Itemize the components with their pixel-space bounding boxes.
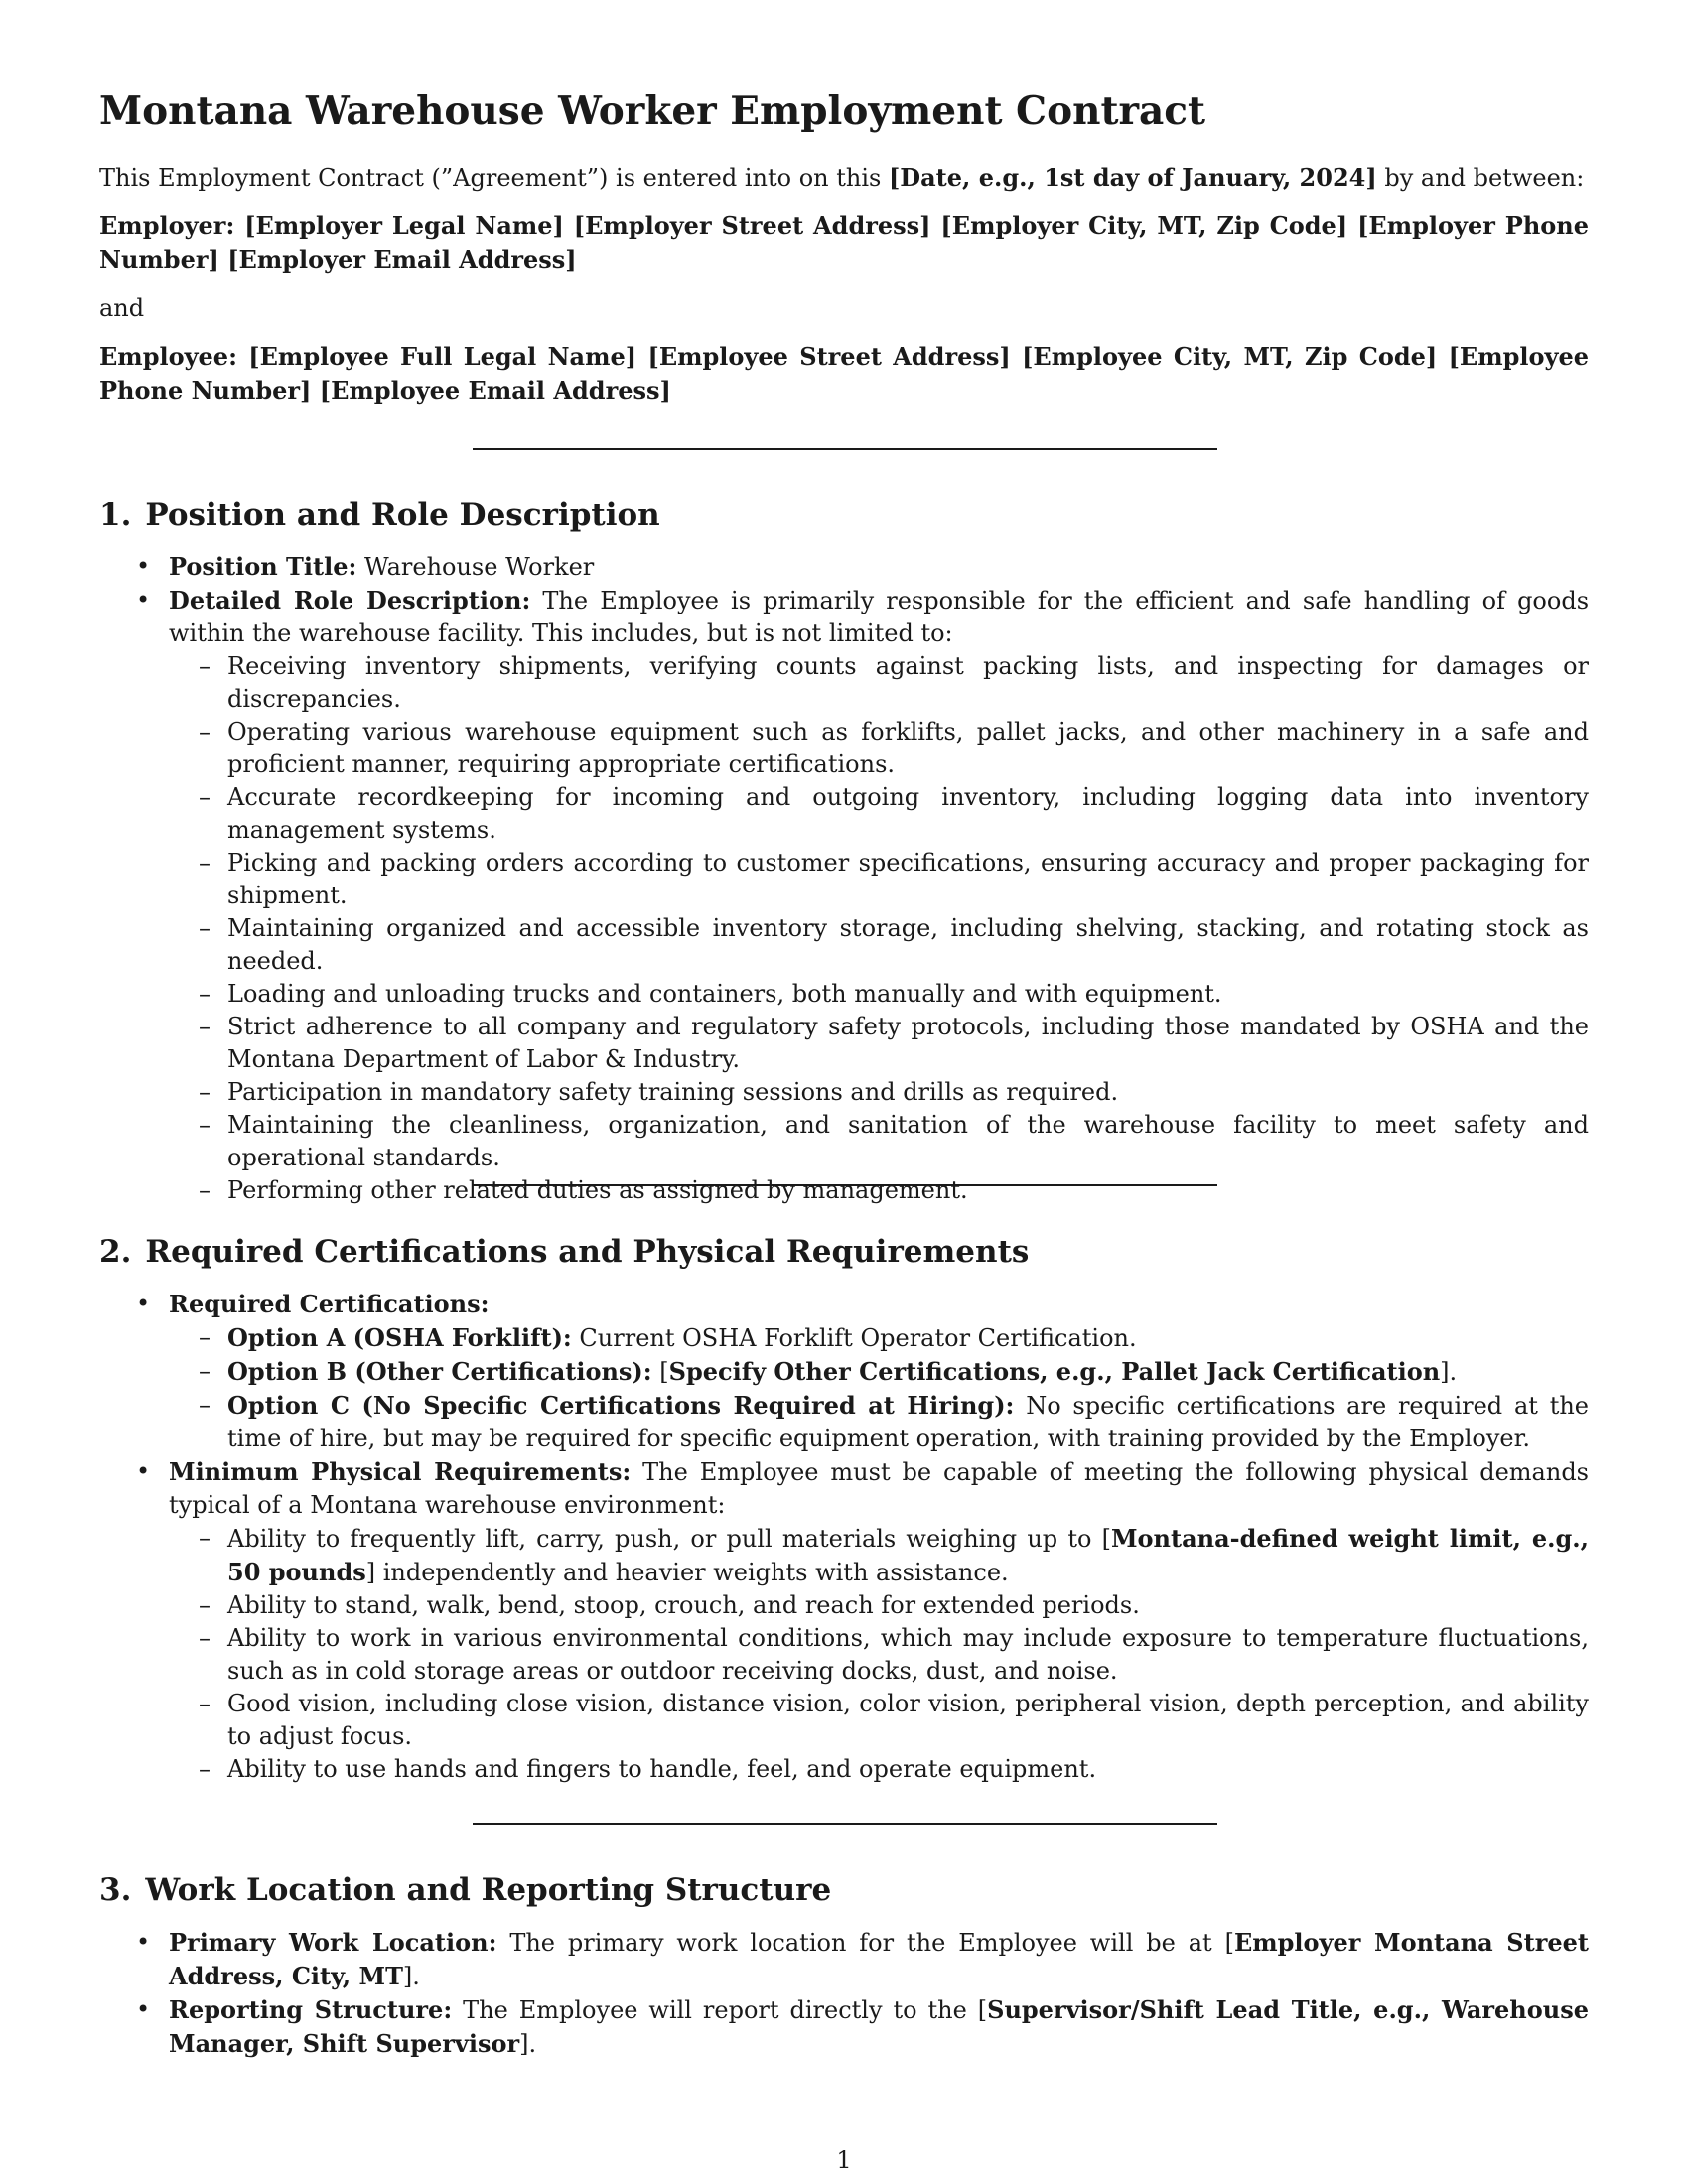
employer-details: [Employer Legal Name] [Employer Street Address] [Employer City, MT, Zip Code] [Employer Phone Number] [Employer Email Address] — [99, 211, 1589, 274]
duty-item: – Participation in mandatory safety training sessions and drills as required. — [169, 1076, 1589, 1109]
document-page — [99, 0, 1589, 2184]
duty-item: – Performing other related duties as assigned by management. — [169, 1174, 1589, 1207]
reporting-structure-field: Supervisor/Shift Lead Title, e.g., Warehouse Manager, Shift Supervisor — [169, 1995, 1589, 2058]
reporting-structure-item: • Reporting Structure: The Employee will report directly to the [Supervisor/Shift Lead Title, e.g., Warehouse Manager, Shift Supervisor]. — [99, 1993, 1589, 2061]
certifications-label: Required Certifications: — [169, 1290, 490, 1318]
position-title-item — [99, 550, 1589, 584]
intro-paragraph — [99, 161, 1589, 195]
physical-requirement-item: – Ability to use hands and fingers to handle, feel, and operate equipment. — [169, 1753, 1589, 1786]
weight-limit-field: Montana-defined weight limit, e.g., 50 pounds — [227, 1524, 1589, 1586]
option-b-item: – Option B (Other Certifications): [Specify Other Certifications, e.g., Pallet Jack Certification]. — [169, 1355, 1589, 1389]
section-3-heading — [99, 1869, 831, 1911]
work-location-label: Primary Work Location: — [169, 1928, 497, 1957]
option-b-field: Specify Other Certifications, e.g., Pallet Jack Certification — [668, 1357, 1441, 1386]
employer-block — [99, 209, 1589, 277]
role-description-label: Detailed Role Description: — [169, 586, 531, 614]
section-2-number: 2. — [99, 1234, 132, 1270]
employee-block — [99, 341, 1589, 408]
position-title-value: Warehouse Worker — [356, 553, 595, 581]
section-3-list — [99, 1926, 1589, 2061]
section-1-number: 1. — [99, 497, 132, 533]
section-3-title: Work Location and Reporting Structure — [145, 1872, 832, 1908]
physical-requirements-label: Minimum Physical Requirements: — [169, 1457, 632, 1486]
certification-options-list — [169, 1321, 1589, 1455]
and-connector: and — [99, 294, 145, 322]
physical-requirement-item: – Good vision, including close vision, distance vision, color vision, peripheral vision, depth perception, and ability to adjust focus. — [169, 1688, 1589, 1753]
document-title: Montana Warehouse Worker Employment Contract — [99, 88, 1206, 134]
certifications-item — [99, 1288, 1589, 1455]
option-a-item — [169, 1321, 1589, 1355]
option-c-item — [169, 1389, 1589, 1455]
option-a-text: Current OSHA Forklift Operator Certification. — [571, 1324, 1137, 1352]
section-divider-3 — [473, 1823, 1217, 1825]
section-divider-2 — [473, 1184, 1217, 1186]
duty-item: – Accurate recordkeeping for incoming and outgoing inventory, including logging data into inventory management systems. — [169, 781, 1589, 847]
section-3-number: 3. — [99, 1872, 132, 1908]
duties-list — [169, 650, 1589, 1207]
option-a-label: Option A (OSHA Forklift): — [227, 1323, 572, 1352]
duty-item: – Maintaining the cleanliness, organization, and sanitation of the warehouse facility to meet safety and operational standards. — [169, 1109, 1589, 1174]
physical-requirement-item: – Ability to work in various environmental conditions, which may include exposure to temperature fluctuations, such as in cold storage areas or outdoor receiving docks, dust, and noise. — [169, 1622, 1589, 1688]
duty-item: – Strict adherence to all company and regulatory safety protocols, including those mandated by OSHA and the Montana Department of Labor & Industry. — [169, 1011, 1589, 1076]
role-description-text: The Employee is primarily responsible for the efficient and safe handling of goods within the warehouse facility. This includes, but is not limited to: — [169, 587, 1590, 647]
physical-requirements-text: The Employee must be capable of meeting the following physical demands typical of a Montana warehouse environment: — [169, 1458, 1589, 1519]
work-location-field: Employer Montana Street Address, City, MT — [169, 1928, 1589, 1990]
physical-requirements-item — [99, 1455, 1589, 1786]
contract-date-field: [Date, e.g., 1st day of January, 2024] — [888, 163, 1377, 192]
role-description-item — [99, 584, 1589, 1207]
section-1-heading — [99, 494, 660, 536]
duty-item: – Maintaining organized and accessible inventory storage, including shelving, stacking, and rotating stock as needed. — [169, 912, 1589, 978]
option-b-label: Option B (Other Certifications): — [227, 1357, 652, 1386]
duty-item: – Operating various warehouse equipment such as forklifts, pallet jacks, and other machinery in a safe and proficient manner, requiring appropriate certifications. — [169, 716, 1589, 781]
duty-item: – Picking and packing orders according to customer specifications, ensuring accuracy and proper packaging for shipment. — [169, 847, 1589, 912]
option-c-label: Option C (No Specific Certifications Required at Hiring): — [227, 1391, 1015, 1420]
section-1-title: Position and Role Description — [145, 497, 660, 533]
work-location-item: • Primary Work Location: The primary work location for the Employee will be at [Employer Montana Street Address, City, MT]. — [99, 1926, 1589, 1993]
position-title-label: Position Title: — [169, 552, 357, 581]
lift-requirement-item — [169, 1522, 1589, 1589]
work-location-text: The primary work location for the Employee will be at [ — [496, 1929, 1234, 1957]
section-2-list — [99, 1288, 1589, 1786]
section-2-title: Required Certifications and Physical Requirements — [145, 1234, 1030, 1270]
lift-requirement-after: ] independently and heavier weights with assistance. — [365, 1559, 1009, 1586]
reporting-structure-text: The Employee will report directly to the [ — [452, 1996, 988, 2024]
employee-label: Employee: — [99, 342, 237, 371]
duty-item: – Receiving inventory shipments, verifying counts against packing lists, and inspecting for damages or discrepancies. — [169, 650, 1589, 716]
duty-item: – Loading and unloading trucks and containers, both manually and with equipment. — [169, 978, 1589, 1011]
intro-after: by and between: — [1376, 164, 1585, 192]
physical-requirement-item: – Ability to stand, walk, bend, stoop, crouch, and reach for extended periods. — [169, 1589, 1589, 1622]
section-divider-1 — [473, 448, 1217, 450]
option-c-text: No specific certifications are required at the time of hire, but may be required for specific equipment operation, with training provided by the Employer. — [227, 1392, 1589, 1452]
employer-label: Employer: — [99, 211, 235, 240]
lift-requirement-before: Ability to frequently lift, carry, push, or pull materials weighing up to [ — [227, 1525, 1111, 1553]
reporting-structure-label: Reporting Structure: — [169, 1995, 453, 2024]
section-1-list — [99, 550, 1589, 1207]
employee-details: [Employee Full Legal Name] [Employee Street Address] [Employee City, MT, Zip Code] [Employee Phone Number] [Employee Email Address] — [99, 342, 1590, 405]
intro-before: This Employment Contract (”Agreement”) is entered into on this — [99, 164, 889, 192]
page-number: 1 — [836, 2146, 852, 2174]
physical-requirements-list — [169, 1522, 1589, 1786]
section-2-heading — [99, 1231, 1029, 1273]
